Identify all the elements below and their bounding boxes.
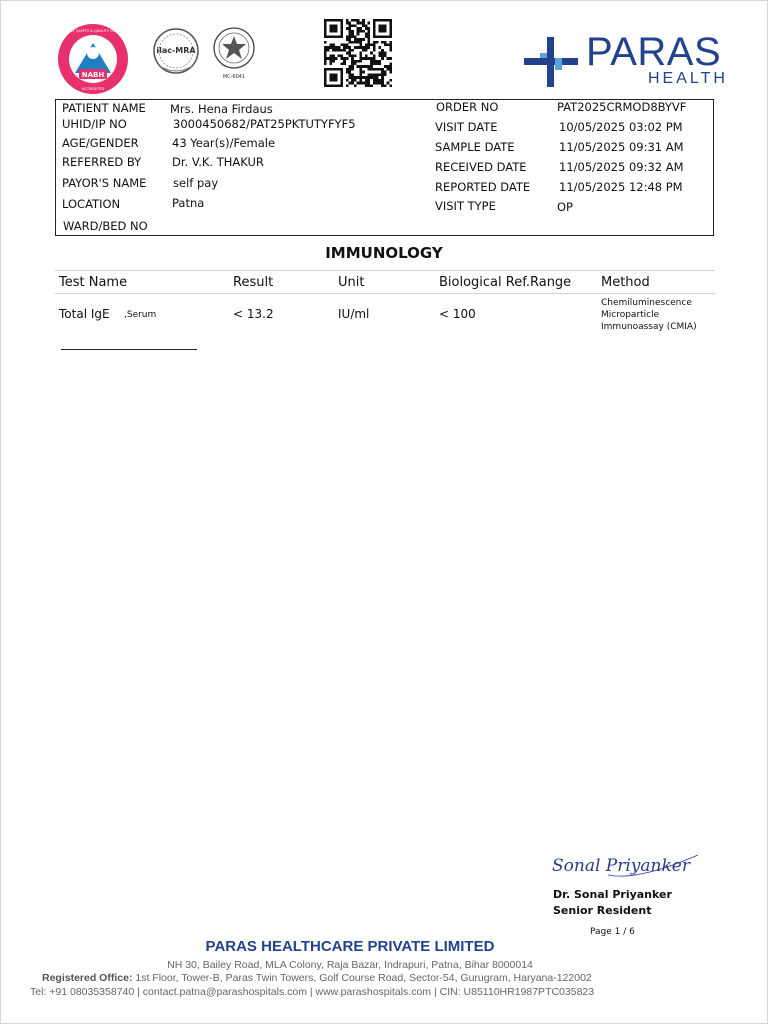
visit-type-label: VISIT TYPE — [435, 199, 496, 213]
location-value: Patna — [172, 196, 205, 210]
received-date-label: RECEIVED DATE — [435, 160, 527, 174]
age-gender-label: AGE/GENDER — [62, 136, 139, 150]
unit-cell: IU/ml — [338, 307, 370, 321]
ilac-mra-logo — [150, 27, 202, 81]
received-date-value: 11/05/2025 09:32 AM — [559, 160, 684, 174]
visit-date-value: 10/05/2025 03:02 PM — [559, 120, 683, 134]
column-header-result: Result — [233, 275, 274, 290]
qr-code — [324, 19, 392, 87]
method-line: Microparticle — [601, 310, 660, 320]
nabh-badge-text: NABH — [81, 71, 105, 79]
nabh-accreditation-logo — [57, 23, 129, 95]
referred-by-value: Dr. V.K. THAKUR — [172, 155, 264, 169]
footer-registered-office — [42, 972, 682, 984]
column-header-ref-range: Biological Ref.Range — [439, 275, 572, 290]
visit-type-value: OP — [557, 200, 573, 214]
patient-name-value: Mrs. Hena Firdaus — [170, 102, 273, 116]
location-label: LOCATION — [62, 197, 121, 211]
brand-name: PARAS — [586, 30, 722, 74]
reported-date-value: 11/05/2025 12:48 PM — [559, 180, 683, 194]
registered-office-text: 1st Floor, Tower-B, Paras Twin Towers, Golf Course Road, Sector-54, Gurugram, Haryana-122002 — [132, 972, 592, 984]
age-gender-value: 43 Year(s)/Female — [172, 136, 276, 150]
plus-cross-icon — [524, 37, 578, 87]
brand-subtitle: HEALTH — [648, 70, 728, 87]
end-of-report-line — [61, 349, 197, 350]
table-top-divider — [55, 270, 715, 271]
payor-name-label: PAYOR'S NAME — [62, 176, 147, 190]
page-number: Page 1 / 6 — [590, 927, 635, 937]
doctor-designation: Senior Resident — [553, 904, 652, 917]
method-line: Chemiluminescence — [601, 298, 692, 308]
reported-date-label: REPORTED DATE — [435, 180, 531, 194]
payor-name-value: self pay — [173, 176, 219, 190]
patient-name-label: PATIENT NAME — [62, 101, 146, 115]
method-line: Immunoassay (CMIA) — [601, 322, 697, 332]
nabh-bottom-text: ACCREDITED — [81, 87, 105, 91]
referred-by-label: REFERRED BY — [62, 155, 142, 169]
column-header-method: Method — [601, 275, 650, 290]
signature-script: Sonal Priyanker — [552, 856, 690, 876]
test-name-cell: Total IgE — [59, 307, 110, 321]
order-no-value: PAT2025CRMOD8BYVF — [557, 100, 687, 114]
sample-date-value: 11/05/2025 09:31 AM — [559, 140, 684, 154]
nabh-top-text: PATIENT SAFETY & QUALITY OF CARE — [60, 29, 126, 33]
accreditation-seal-logo — [212, 26, 256, 84]
sample-date-label: SAMPLE DATE — [435, 140, 515, 154]
order-no-label: ORDER NO — [436, 100, 499, 114]
result-cell: < 13.2 — [233, 307, 274, 321]
ward-bed-label: WARD/BED NO — [63, 219, 148, 233]
footer-company-name: PARAS HEALTHCARE PRIVATE LIMITED — [205, 938, 495, 955]
ref-range-cell: < 100 — [439, 307, 476, 321]
column-header-test-name: Test Name — [59, 275, 128, 290]
specimen-cell: ,Serum — [124, 310, 157, 320]
uhid-label: UHID/IP NO — [62, 117, 127, 131]
registered-office-label: Registered Office: — [42, 972, 133, 984]
footer-address: NH 30, Bailey Road, MLA Colony, Raja Bazar, Indrapuri, Patna, Bihar 8000014 — [167, 959, 533, 971]
section-title: IMMUNOLOGY — [325, 244, 443, 262]
paras-health-logo — [524, 30, 736, 90]
ilac-text: ilac-MRA — [156, 46, 196, 55]
seal-code-text: MC-6041 — [222, 74, 246, 80]
table-header-divider — [55, 293, 715, 294]
column-header-unit: Unit — [338, 275, 365, 290]
doctor-signature — [548, 843, 710, 885]
visit-date-label: VISIT DATE — [435, 120, 498, 134]
method-cell — [601, 297, 697, 333]
doctor-name: Dr. Sonal Priyanker — [553, 888, 672, 901]
uhid-value: 3000450682/PAT25PKTUTYFYF5 — [173, 117, 356, 131]
footer-contact-line: Tel: +91 08035358740 | contact.patna@parashospitals.com | www.parashospitals.com | CIN: U85110HR1987PTC035823 — [30, 986, 595, 998]
